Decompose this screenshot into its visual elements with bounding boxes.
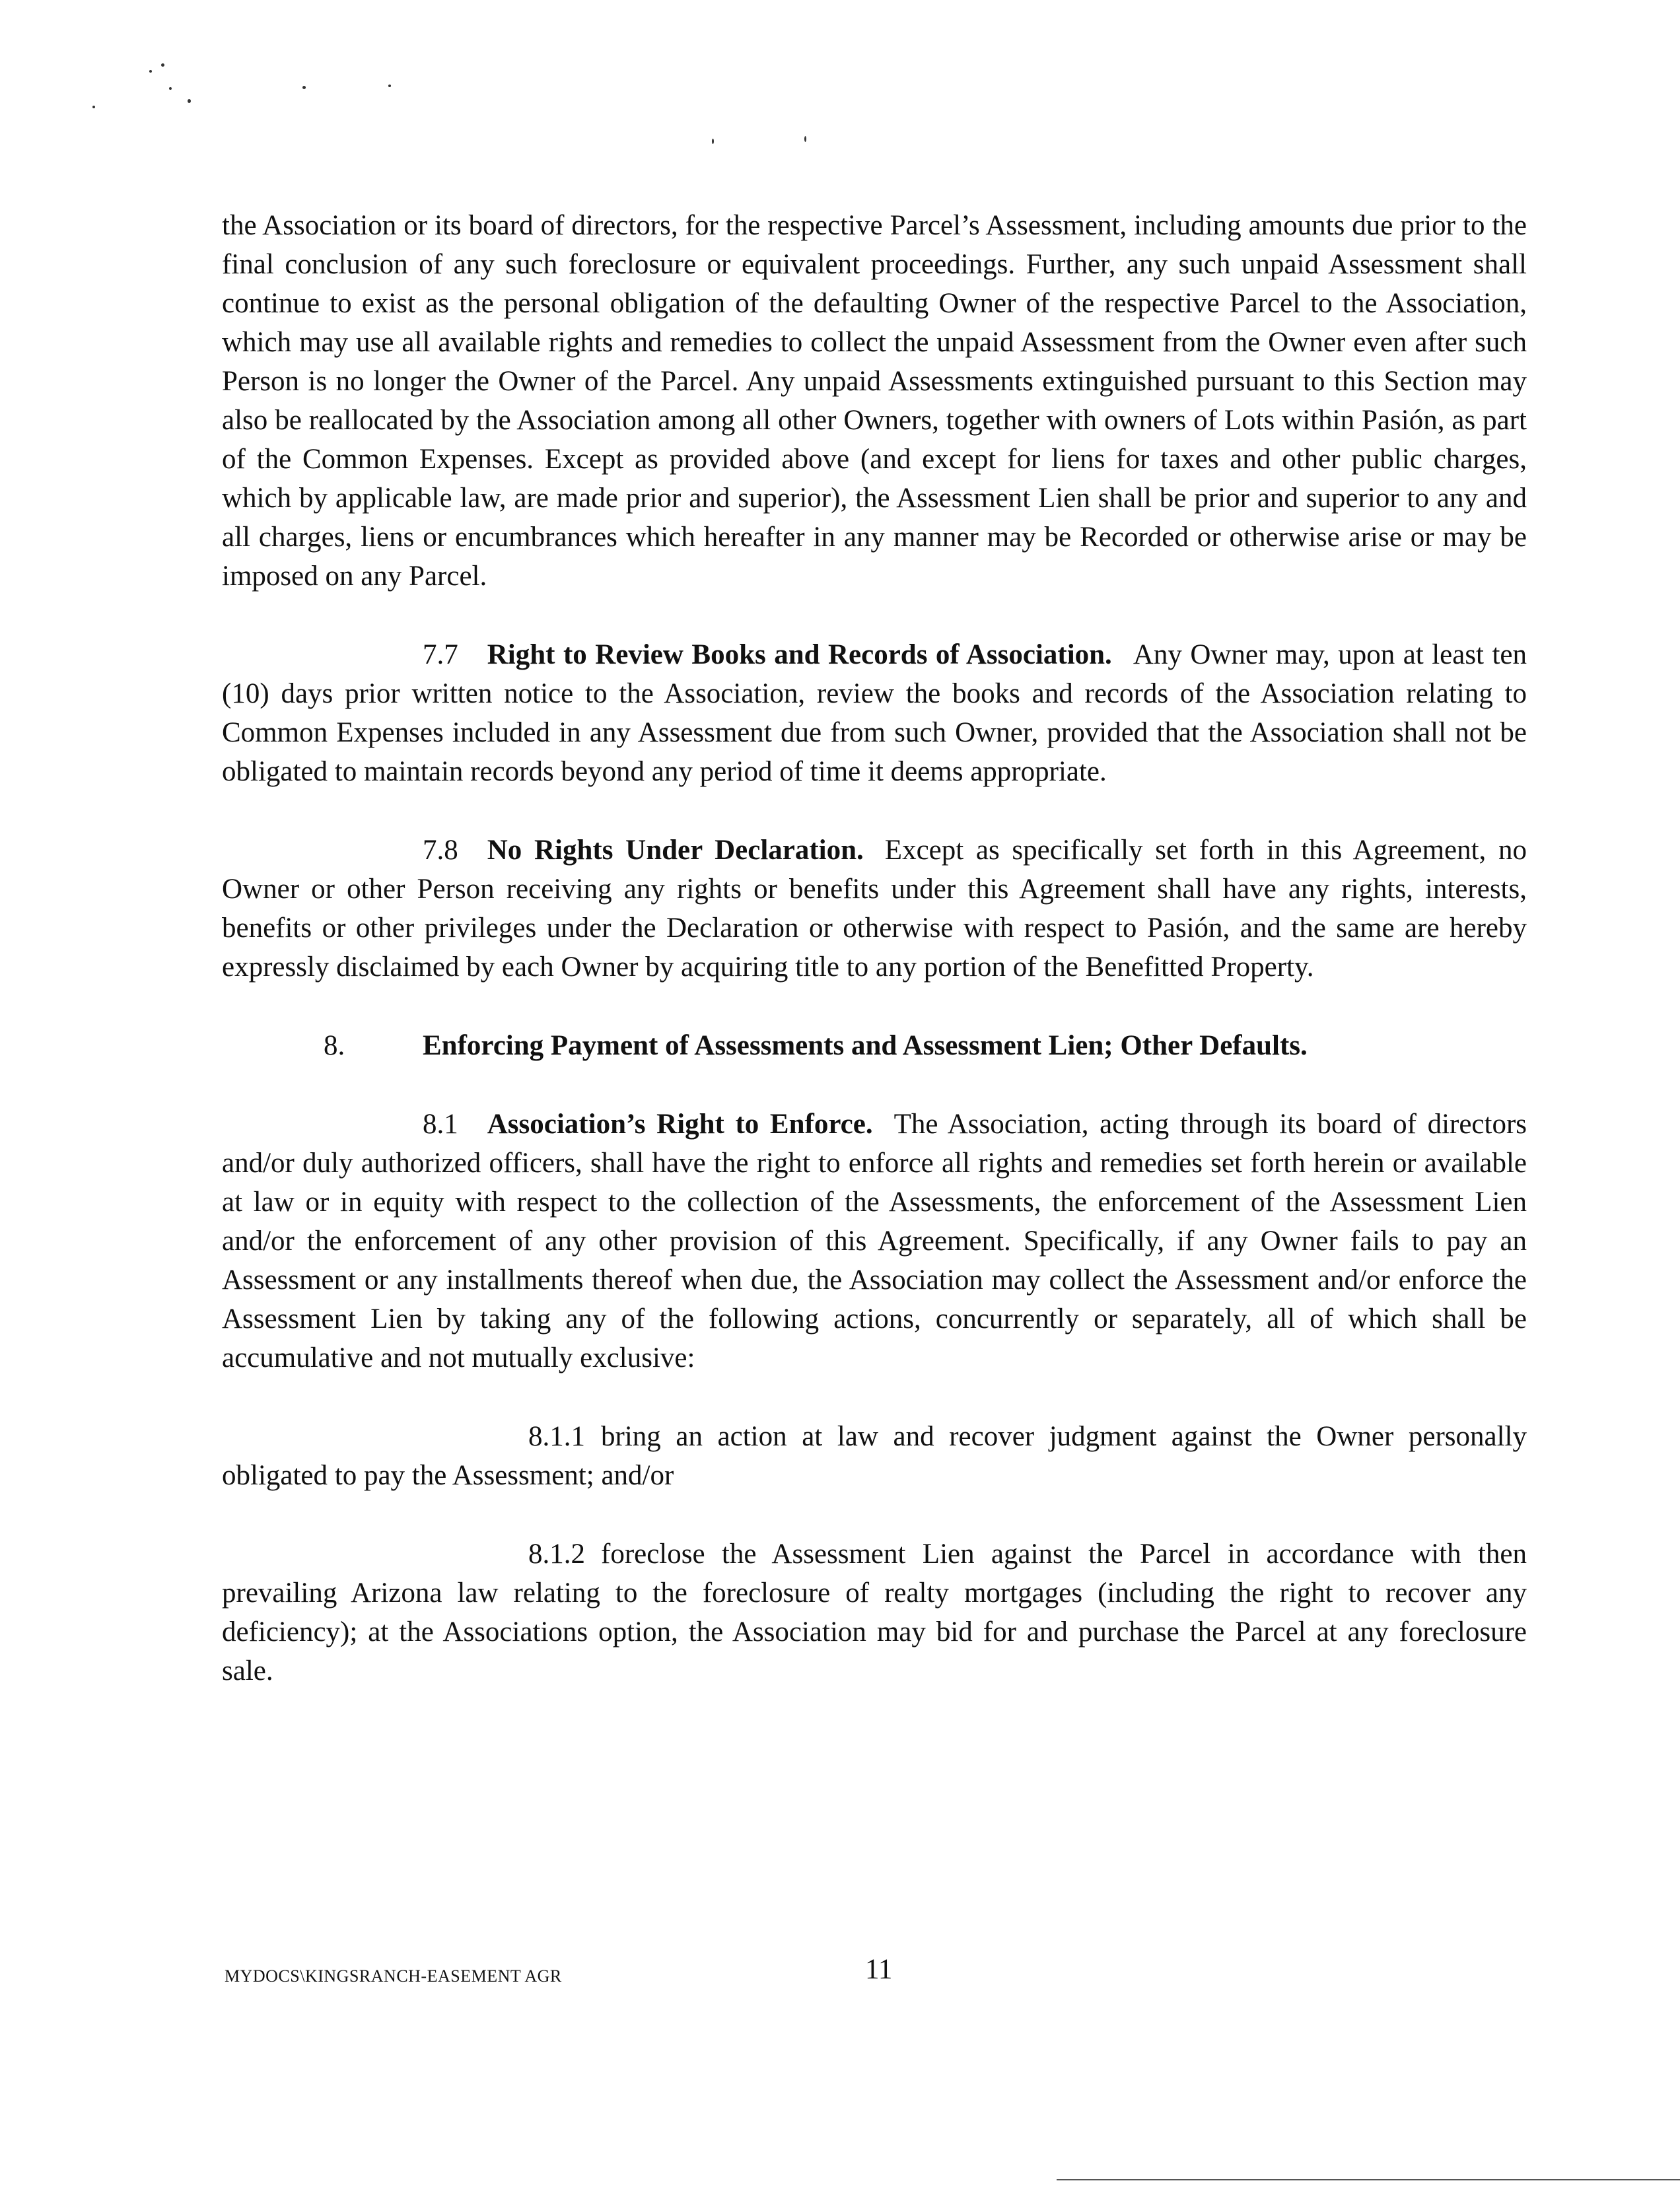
section-number: 7.8 [423, 835, 458, 866]
page-number: 11 [865, 1954, 893, 1985]
section-number: 8.1.1 [528, 1421, 585, 1452]
section-text: foreclose the Assessment Lien against the Parcel in accordance with then prevailing Arizona law relating to the foreclosure of realty mortgages (including the right to recover any deficiency); at the Associations option, the Association may bid for and purchase the Parcel at any foreclosure sale. [222, 1539, 1527, 1686]
scan-speck [149, 70, 152, 73]
scan-edge-line [1057, 2179, 1680, 2180]
section-8-1 [222, 1105, 1527, 1377]
scan-speck [804, 136, 806, 142]
section-8-1-1 [222, 1417, 1527, 1495]
section-title: Enforcing Payment of Assessments and Assessment Lien; Other Defaults. [423, 1030, 1308, 1061]
scan-speck [302, 86, 306, 89]
document-body [222, 206, 1527, 1690]
section-text: Any Owner may, upon at least ten (10) days prior written notice to the Association, review the books and records of the Association relating to Common Expenses included in any Assessment due from such Owner, provided that the Association shall not be obligated to maintain records beyond any period of time it deems appropriate. [222, 639, 1527, 787]
section-text: The Association, acting through its board of directors and/or duly authorized officers, shall have the right to enforce all rights and remedies set forth herein or available at law or in equity with respect to the collection of the Assessments, the enforcement of the Assessment Lien and/or the enforcement of any other provision of this Agreement. Specifically, if any Owner fails to pay an Assessment or any installments thereof when due, the Association may collect the Assessment and/or enforce the Assessment Lien by taking any of the following actions, concurrently or separately, all of which shall be accumulative and not mutually exclusive: [222, 1109, 1527, 1373]
scan-speck [161, 63, 164, 67]
scan-speck [169, 87, 172, 90]
scan-speck [712, 139, 714, 144]
section-text: bring an action at law and recover judgment against the Owner personally obligated to pay the Assessment; and/or [222, 1421, 1527, 1491]
section-7-7 [222, 635, 1527, 791]
section-heading: Right to Review Books and Records of Association. [487, 639, 1112, 670]
section-number: 8.1.2 [528, 1539, 585, 1570]
section-heading: Association’s Right to Enforce. [487, 1109, 873, 1140]
footer-doc-path: MYDOCS\KINGSRANCH-EASEMENT AGR [225, 1966, 562, 1986]
section-number: 7.7 [423, 639, 458, 670]
section-number: 8.1 [423, 1109, 458, 1140]
section-heading: No Rights Under Declaration. [487, 835, 864, 866]
section-text: Except as specifically set forth in this Agreement, no Owner or other Person receiving any rights or benefits under this Agreement shall have any rights, interests, benefits or other privileges under the Declaration or otherwise with respect to Pasión, and the same are hereby expressly disclaimed by each Owner by acquiring title to any portion of the Benefitted Property. [222, 835, 1527, 983]
section-7-8 [222, 831, 1527, 987]
scan-speck [188, 99, 191, 103]
scan-speck [92, 106, 95, 108]
scan-speck [388, 85, 391, 87]
section-number: 8. [324, 1030, 345, 1061]
section-8-1-2 [222, 1535, 1527, 1690]
paragraph-continuation: the Association or its board of directors, for the respective Parcel’s Assessment, including amounts due prior to the final conclusion of any such foreclosure or equivalent proceedings. Further, any such unpaid Assessment shall continue to exist as the personal obligation of the defaulting Owner of the respective Parcel to the Association, which may use all available rights and remedies to collect the unpaid Assessment from the Owner even after such Person is no longer the Owner of the Parcel. Any unpaid Assessments extinguished pursuant to this Section may also be reallocated by the Association among all other Owners, together with owners of Lots within Pasión, as part of the Common Expenses. Except as provided above (and except for liens for taxes and other public charges, which by applicable law, are made prior and superior), the Assessment Lien shall be prior and superior to any and all charges, liens or encumbrances which hereafter in any manner may be Recorded or otherwise arise or may be imposed on any Parcel. [222, 210, 1527, 592]
section-8-heading [222, 1026, 1527, 1065]
